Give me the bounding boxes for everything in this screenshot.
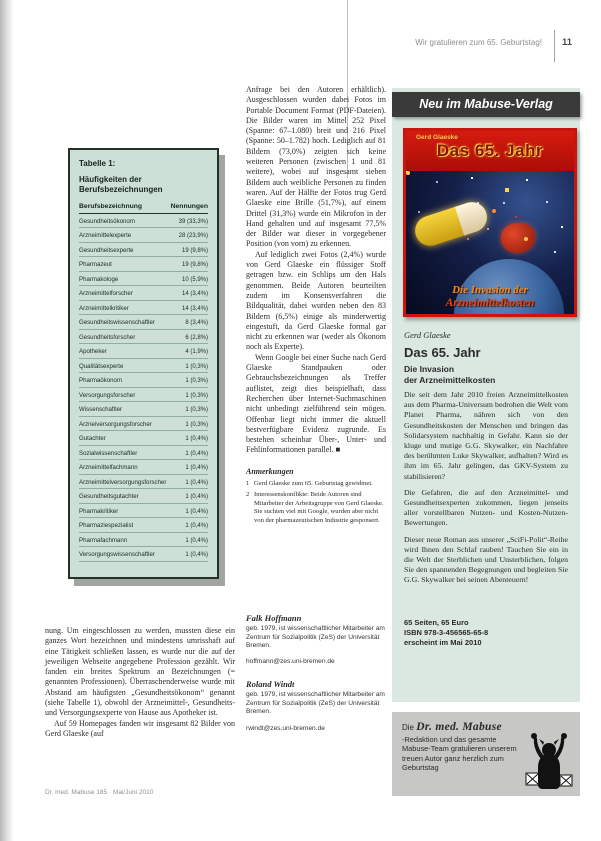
anmerkungen-title: Anmerkungen	[246, 466, 294, 476]
table-label: Tabelle 1:	[79, 159, 116, 168]
table-row	[79, 533, 208, 547]
row-count: 1 (0,4%)	[185, 450, 208, 457]
row-count: 1 (0,3%)	[185, 363, 208, 370]
book-cover	[403, 128, 577, 317]
footnote-list	[246, 480, 386, 526]
row-count: 1 (0,3%)	[185, 378, 208, 385]
row-profession: Gutachter	[79, 435, 106, 443]
anmerkungen-section	[246, 467, 386, 526]
table-row	[79, 446, 208, 460]
main-column	[246, 85, 386, 746]
row-count: 1 (0,4%)	[185, 552, 208, 559]
row-profession: Arzneiversorgungsforscher	[79, 420, 152, 428]
author-bios	[246, 613, 386, 734]
row-count: 8 (3,4%)	[185, 320, 208, 327]
table-row	[79, 388, 208, 402]
book-author: Gerd Glaeske	[404, 330, 451, 340]
table-row	[79, 504, 208, 518]
header-divider	[554, 30, 555, 62]
cover-title: Das 65. Jahr	[436, 141, 544, 160]
row-count: 19 (9,8%)	[181, 262, 208, 269]
table-rows	[79, 214, 208, 562]
table-row	[79, 301, 208, 315]
table-row	[79, 344, 208, 358]
row-count: 6 (2,8%)	[185, 334, 208, 341]
row-count: 1 (0,4%)	[185, 479, 208, 486]
table-title: Häufigkeiten der Berufsbezeichnungen	[79, 175, 163, 194]
author-name: Falk Hoffmann	[246, 613, 302, 624]
footer-credit: Dr. med. Mabuse 185 · Mai/Juni 2010	[45, 789, 154, 796]
row-count: 1 (0,4%)	[185, 436, 208, 443]
row-count: 10 (5,9%)	[181, 276, 208, 283]
row-profession: Pharmazeut	[79, 261, 112, 269]
table-header-row	[79, 203, 208, 214]
red-pill-blob-illustration	[501, 223, 535, 253]
footnote-text: Gerd Glaeske zum 65. Geburtstag gewidmet.	[254, 479, 373, 487]
row-profession: Qualitätsexperte	[79, 362, 124, 370]
table-row	[79, 402, 208, 416]
row-profession: Pharmakologe	[79, 275, 119, 283]
row-profession: Versorgungsforscher	[79, 391, 136, 399]
table-row	[79, 315, 208, 329]
author-email-link[interactable]: rwindt@zes.uni-bremen.de	[246, 724, 325, 732]
cover-author-name: Gerd Glaeske	[416, 134, 458, 141]
row-profession: Pharmafachmann	[79, 536, 128, 544]
table-row	[79, 460, 208, 474]
row-profession: Arzneimittelkritiker	[79, 304, 129, 312]
scattered-pills-illustration	[406, 171, 410, 175]
row-count: 28 (23,9%)	[178, 233, 208, 240]
row-count: 1 (0,3%)	[185, 407, 208, 414]
footnote-number: 2	[246, 491, 250, 499]
greeting-box	[392, 712, 580, 796]
row-count: 1 (0,4%)	[185, 508, 208, 515]
capsule-cap	[455, 198, 491, 235]
capsule-pill-illustration	[411, 198, 491, 249]
body-paragraph: Wenn Google bei einer Suche nach Gerd Glaeske Standpauken oder Gebrauchsbezeichnungen als Treffer auflistet, zeigt dies beispielhaft, dass Recherchen über Internet-Suchmaschinen nicht unbedingt zielführend sein mögen. Offenbar liegt nicht immer die aktuell bestverfügbare Evidenz zugrunde. Es bestehen scheinbar Über-, Unter- und Fehlinformationen parallel. ■	[246, 352, 386, 455]
footnote-text: Interessenskonflikte: Beide Autoren sind Mitarbeiter der Arbeitsgruppe von Gerd Glaeske. Sie suchten viel mit Google, wurden aber nicht von der pharmazeutischen Industrie gesponsert.	[254, 491, 384, 524]
book-info	[404, 330, 570, 385]
row-profession: Arzneimittelexperte	[79, 232, 132, 240]
row-profession: Gesundheitsforscher	[79, 333, 136, 341]
body-paragraph: Auf lediglich zwei Fotos (2,4%) wurde von Gerd Glaeske ein flüssiger Stoff getragen bzw. ein Schlips um den Hals genommen. Beide Autoren beurteilten zudem im Konsensverfahren die Bildqualität, dabei wurden neben den 83 Bildern (6,5%) einige als minderwertig eingestuft, da Gerd Glaeske formal gar nicht zu erkennen war (weder als Ökonom noch als Experte).	[246, 249, 386, 352]
row-count: 1 (0,4%)	[185, 465, 208, 472]
mabuse-script-logo: Dr. med. Mabuse	[416, 721, 502, 733]
book-detail-line: 65 Seiten, 65 Euro	[404, 617, 469, 627]
table-row	[79, 272, 208, 286]
row-count: 14 (3,4%)	[181, 291, 208, 298]
sidebar-paragraph: Dieser neue Roman aus unserer „SciFi-Polit“-Reihe wird Ihnen den Schlaf rauben! Tauchen Sie ein in die Welt der Sterblichen und Unsterblichen, folgen Sie den spannenden Begegnungen und begleiten Sie G.G. Skywalker bei seinen Abenteuern!	[404, 534, 568, 585]
row-count: 1 (0,3%)	[185, 392, 208, 399]
row-count: 4 (1,9%)	[185, 349, 208, 356]
row-profession: Arzneimittelfachmann	[79, 464, 138, 472]
table-row	[79, 359, 208, 373]
author-bio-block	[246, 613, 386, 668]
running-title: Wir gratulieren zum 65. Geburtstag!	[415, 38, 542, 47]
row-profession: Pharmakritiker	[79, 507, 119, 515]
row-profession: Gesundheitsökonom	[79, 217, 135, 225]
left-column	[45, 626, 235, 739]
table-row	[79, 518, 208, 532]
row-profession: Wissenschaftler	[79, 406, 123, 414]
row-profession: Arzneimittelforscher	[79, 290, 133, 298]
table-row	[79, 431, 208, 445]
row-count: 19 (9,8%)	[181, 247, 208, 254]
column-header-nennungen: Nennungen	[170, 203, 208, 210]
mabuse-mascot-illustration	[523, 729, 575, 791]
author-email-link[interactable]: hoffmann@zes.uni-bremen.de	[246, 658, 335, 666]
table-row	[79, 330, 208, 344]
book-cover-illustration	[406, 171, 574, 314]
row-count: 1 (0,4%)	[185, 494, 208, 501]
book-cover-top-band	[406, 131, 574, 171]
sidebar-paragraph: Die Gefahren, die auf den Arzneimittel- und Gesundheitsexperten zukommen, liegen jenseits aller vorstellbaren Nutzen- und Kosten-Nutzen-Bewertungen.	[404, 487, 568, 528]
table-row	[79, 286, 208, 300]
scan-edge-shadow	[0, 0, 14, 841]
row-profession: Gesundheitsgutachter	[79, 493, 139, 501]
table-row	[79, 257, 208, 271]
row-count: 1 (0,3%)	[185, 421, 208, 428]
row-count: 1 (0,4%)	[185, 537, 208, 544]
table-row	[79, 489, 208, 503]
body-paragraph: nung. Um eingeschlossen zu werden, mussten diese ein ganzes Wort bezeichnen und mindestens umrisshaft auf eine Tätigkeit schließen lassen, es wurde nur die auf der jeweiligen Webseite angegebene Profession gezählt. Wir fanden ein breites Spektrum an Bezeichnungen (= genannten Professionen). Überraschenderweise wurde mit Abstand am häufigsten „Gesundheitsökonom“ genannt (siehe Tabelle 1), obwohl der Arzneimittel-, Gesundheits- und Versorgungsexperte von Hause aus Apotheker ist.	[45, 626, 235, 718]
book-subtitle: Die Invasion der Arzneimittelkosten	[404, 364, 496, 385]
book-detail-line: erscheint im Mai 2010	[404, 637, 482, 647]
sidebar-paragraphs	[404, 390, 568, 586]
main-paragraphs	[246, 85, 386, 456]
greeting-text: -Redaktion und das gesamte Mabuse-Team gratulieren unserem treuen Autor ganz herzlich zum Geburtstag	[402, 735, 517, 773]
book-detail-line: ISBN 978-3-456565-65-8	[404, 627, 489, 637]
footnote	[246, 491, 386, 525]
sidebar-header: Neu im Mabuse-Verlag	[392, 92, 580, 117]
column-header-beruf: Berufsbezeichnung	[79, 203, 143, 210]
author-bio-block	[246, 679, 386, 734]
author-name: Roland Windt	[246, 679, 295, 690]
row-profession: Gesundheitsexperte	[79, 246, 134, 254]
table-row	[79, 475, 208, 489]
cover-subtitle: Die Invasion der Arzneimittelkosten	[445, 284, 535, 309]
author-bio: geb. 1979, ist wissenschaftlicher Mitarbeiter am Zentrum für Sozialpolitik (ZeS) der Universität Bremen.	[246, 691, 385, 716]
table-row	[79, 214, 208, 228]
body-paragraph: Auf 59 Homepages fanden wir insgesamt 82 Bilder von Gerd Glaeske (auf	[45, 718, 235, 738]
footnote	[246, 480, 386, 489]
row-profession: Sozialwissenschaftler	[79, 449, 138, 457]
table-row	[79, 417, 208, 431]
book-details	[404, 618, 568, 648]
row-profession: Apotheker	[79, 348, 107, 356]
row-profession: Arzneimittelversorgungsforscher	[79, 478, 167, 486]
page-number: 11	[562, 37, 573, 48]
row-count: 14 (3,4%)	[181, 305, 208, 312]
table-row	[79, 547, 208, 561]
row-profession: Pharmaökonom	[79, 377, 123, 385]
author-bio: geb. 1979, ist wissenschaftlicher Mitarbeiter am Zentrum für Sozialpolitik (ZeS) der Universität Bremen.	[246, 625, 385, 649]
table-row	[79, 373, 208, 387]
book-title: Das 65. Jahr	[404, 345, 481, 360]
row-profession: Versorgungswissenschaftler	[79, 551, 155, 559]
row-count: 1 (0,4%)	[185, 523, 208, 530]
sidebar-text	[404, 390, 568, 648]
body-paragraph: Anfrage bei den Autoren erhältlich). Ausgeschlossen wurden dabei Fotos im Portable Document Format (PDF-Dateien). Die Bilder waren im Mittel 252 Pixel (Spanne: 67–1.080) breit und 216 Pixel (Spanne: 50–1.782) hoch. Lediglich auf 81 Bildern (73,0%) zeigten sich keine weiteren Personen (zwischen 1 und 81 weitere), wobei auf insgesamt sieben Bildern auch weibliche Personen zu finden waren. Auf der Hälfte der Fotos trug Gerd Glaeske eine Brille (51,7%), auf einem Drittel (31,3%) wurde ein Mikrofon in der Hand gehalten und auf insgesamt 77,5% der Bilder war dieser in vorgegebener Position (von vorn) zu erkennen.	[246, 85, 386, 249]
row-profession: Pharmaziespezialist	[79, 522, 134, 530]
frequency-table	[68, 148, 219, 579]
row-profession: Gesundheitswissenschaftler	[79, 319, 155, 327]
footnote-number: 1	[246, 479, 250, 487]
table-row	[79, 243, 208, 257]
table-row	[79, 228, 208, 242]
row-count: 39 (33,3%)	[178, 218, 208, 225]
sidebar-paragraph: Die seit dem Jahr 2010 freien Arzneimittelkosten aus dem Pharma-Universum bedrohen die Welt vom Planet Pharma, nähren sich von den Gesundheitskosten der Menschen und bringen das Solidarsystem nachhaltig in Gefahr. Kann sie der kluge und mutige G.G. Skywalker, ein Nachfahre des berühmten Luke Skywalker, aufhalten? Wird es ihm im 65. Jahr gelingen, das GKV-System zu stabilisieren?	[404, 390, 568, 481]
greeting-line: Die Dr. med. Mabuse	[402, 721, 502, 733]
